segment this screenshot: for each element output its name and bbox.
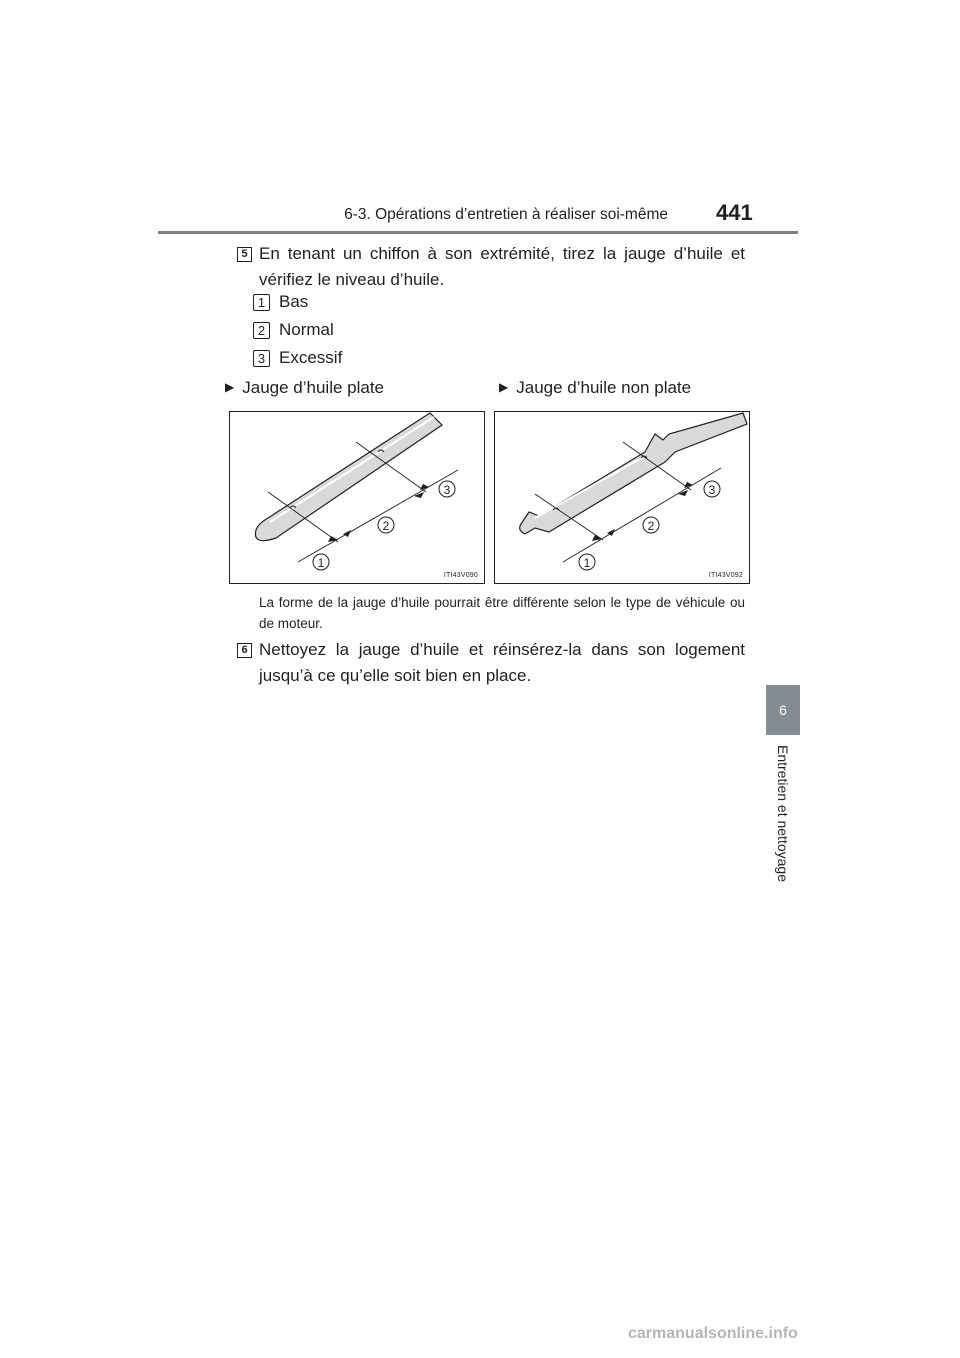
right-triangle-icon: ▶ [499,380,509,394]
step-6-text: Nettoyez la jauge d’huile et réinsérez-la dans son logement jusqu’à ce qu’elle soit bien en place. [259,640,745,685]
label-1: 1 [583,556,591,570]
chapter-label: Entretien et nettoyage [775,745,791,882]
figure-heading-non-flat: ▶ Jauge d’huile non plate [499,378,692,397]
figure-heading-flat: ▶ Jauge d’huile plate [225,378,385,397]
figure-flat-dipstick [229,411,485,584]
item-label-low: Bas [279,292,309,311]
footer-watermark: carmanualsonline.info [628,1325,798,1342]
step-number-6: 6 [237,643,252,658]
item-number-3: 3 [253,350,270,367]
figure-caption: La forme de la jauge d’huile pourrait être différente selon le type de véhicule ou de moteur. [259,595,745,631]
label-1: 1 [317,556,325,570]
label-3: 3 [708,483,716,497]
item-number-2: 2 [253,322,270,339]
label-2: 2 [647,519,655,533]
right-triangle-icon: ▶ [225,380,235,394]
label-3: 3 [443,483,451,497]
chapter-tab: 6 [766,685,800,735]
label-2: 2 [382,519,390,533]
page-number: 441 [716,200,753,225]
item-number-1: 1 [253,294,270,311]
figure-code: ITI43V090 [443,572,478,579]
header-rule [158,231,798,234]
section-title: 6-3. Opérations d’entretien à réaliser soi-même [344,206,668,223]
step-5-text: En tenant un chiffon à son extrémité, tirez la jauge d’huile et vérifiez le niveau d’huile. [259,244,745,289]
figure-code: ITI43V092 [708,572,743,579]
figure-non-flat-dipstick [494,411,750,584]
item-label-excess: Excessif [279,348,343,367]
non-flat-dipstick-illustration [495,412,749,583]
flat-dipstick-illustration [230,412,484,583]
step-number-5: 5 [237,247,252,262]
item-label-normal: Normal [279,320,334,339]
